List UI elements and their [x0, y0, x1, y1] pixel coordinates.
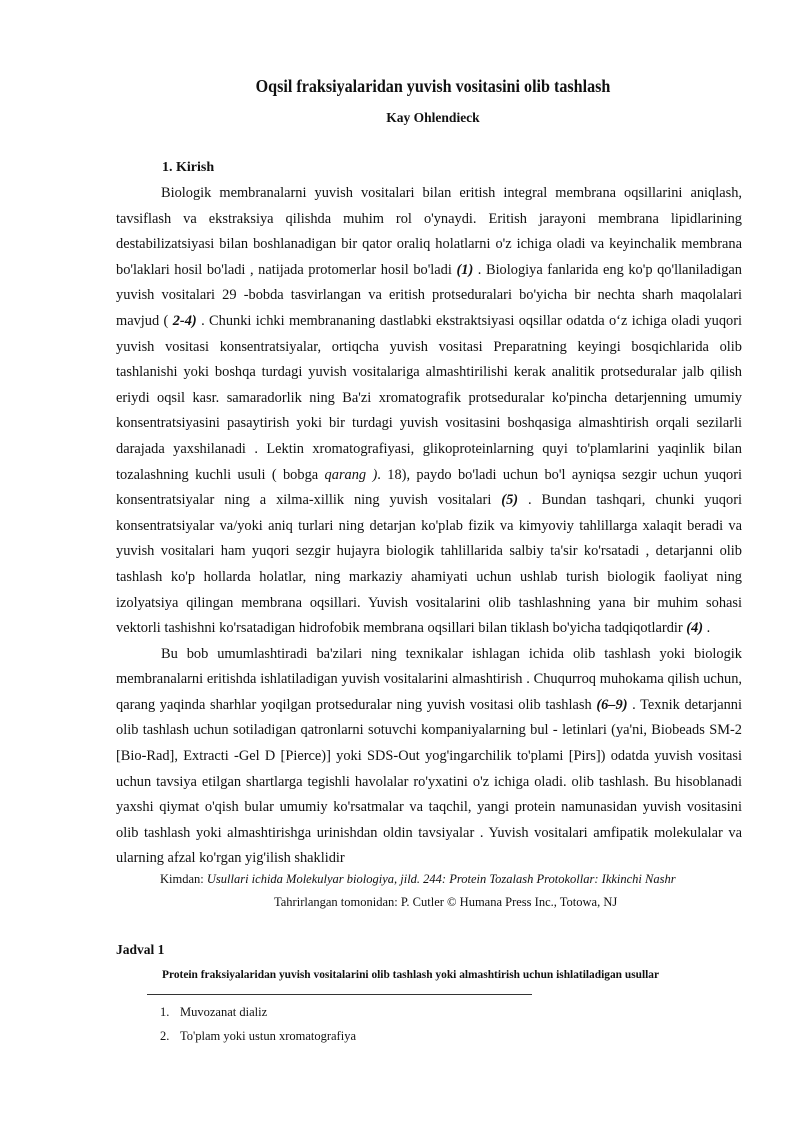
citation: (6–9) — [596, 696, 628, 713]
text-run: Biologik membranalarni yuvish vositalari bilan eritish integral membrana oqsillarini aniqlash, tavsiflash va ekstraksiya qilishda muhim rol o'ynaydi. Eritish jarayoni membrana lipidlarining destabilizatsiyasi bilan boshlanadigan bir qator oraliq holatlarni o'z ichiga oladi va keyinchalik membrana bo'laklari hosil bo'ladi , natijada protomerlar hosil bo'ladi — [116, 185, 742, 278]
editor-line: Tahrirlangan tomonidan: P. Cutler © Humana Press Inc., Totowa, NJ — [274, 895, 618, 909]
paragraph-chapter-summary — [116, 642, 742, 872]
citation: (1) — [456, 261, 474, 278]
citation: 2-4) — [172, 312, 197, 329]
item-number: 2. — [160, 1029, 170, 1043]
paragraph-introduction — [116, 181, 742, 642]
document-title: Oqsil fraksiyalaridan yuvish vositasini olib tashlash — [255, 76, 611, 96]
item-text: To'plam yoki ustun xromatografiya — [180, 1029, 356, 1043]
item-text: Muvozanat dializ — [180, 1005, 268, 1019]
table-rule — [147, 994, 532, 995]
text-run: . 18), paydo bo'ladi uchun bo'l ayniqsa sezgir uchun yuqori konsentratsiyalar ning a xilma-xillik ning yuvish vositalari — [116, 466, 743, 509]
source-line — [160, 872, 676, 887]
text-run: . Biologiya fanlarida eng ko'p qo'llaniladigan yuvish vositalari 29 -bobda tasvirlangan va eritish protseduralari bo'yicha bir nechta sharh maqolalari mavjud ( — [116, 261, 742, 329]
body-text — [116, 181, 742, 872]
citation: (4) — [686, 620, 704, 637]
table-title: Protein fraksiyalaridan yuvish vositalarini olib tashlash yoki almashtirish uchun ishlatiladigan usullar — [162, 967, 660, 981]
section-heading: 1. Kirish — [162, 160, 215, 175]
text-run: . Bundan tashqari, chunki yuqori konsentratsiyalar va/yoki aniq turlari ning detarjan ko'plab fizik va kimyoviy tahlillarga xalaqit beradi va yuvish vositalari ham yuqori sezgir hujayra biologik tahlillarida salbiy ta'sir ko'rsatadi , detarjanni olib tashlash ko'p hollarda holatlar, ning markaziy ahamiyati uchun ushlab turish biologik faoliyat ning izolyatsiya qilingan membrana oqsillari. Yuvish vositalarini olib tashlashning yana bir muhim sohasi vektorli tashishni ko'rsatadigan hidrofobik membrana oqsillari bilan tiklash bo'yicha tadqiqotlardir — [116, 492, 742, 637]
table-label: Jadval 1 — [116, 942, 165, 957]
text-run: . Chunki ichki membrananing dastlabki ekstraktsiyasi oqsillar odatda o‘z ichiga oladi yuqori yuvish vositasi konsentratsiyalar, ortiqcha yuvish vositasi Preparatning keyingi bosqichlarida olib tashlanishi yoki boshqa turdagi yuvish vositalariga almashtirilishi kerak analitik protseduralar jalb qilish eriydi oqsil kasr. samaradorlik ning Ba'zi xromatografik protseduralar ko'pincha detarjenning umumiy konsentratsiyasini pasaytirish yoki bir turdagi yuvish vositasini boshqasiga almashtirish orqali sezilarli darajada yaxshilanadi . Lektin xromatografiyasi, glikoproteinlarning quyi to'plamlarini yaqinlik bilan tozalashning kuchli usuli ( bobga — [116, 312, 742, 483]
text-run: . — [703, 620, 711, 637]
citation: (5) — [501, 492, 519, 509]
author-name: Kay Ohlendieck — [386, 110, 480, 125]
list-item — [160, 1005, 267, 1020]
text-run: . Texnik detarjanni olib tashlash uchun sotiladigan qatronlarni sotuvchi kompaniyalarning bul - letinlari (ya'ni, Biobeads SM-2 [Bio-Rad], Extracti -Gel D [Pierce)] yoki SDS-Out yog'ingarchilik to'plami [Pirs]) odatda yuvish vositasi uchun tavsiya etilgan shartlarga tegishli havolalar ro'yxatini o'z ichiga oladi. olib tashlash. Bu hisoblanadi yaxshi qiymat o'qish bular umumiy ko'rsatmalar va taqchil, yangi protein namunasidan yuvish vositasini olib tashlash yoki almashtirishga urinishdan oldin tavsiyalar . Yuvish vositalari amfipatik molekulalar va ularning afzal ko'rgan yig'ilish shaklidir — [116, 696, 742, 867]
item-number: 1. — [160, 1005, 170, 1019]
list-item — [160, 1029, 356, 1044]
text-run: Bu bob umumlashtiradi ba'zilari ning texnikalar ishlagan ichida olib tashlash yoki biologik membranalarni eritishda ishlatiladigan yuvish vositalarini almashtirish . Chuqurroq muhokama qilish uchun, qarang yaqinda sharhlar yoqilgan protseduralar ning yuvish vositasi olib tashlash — [116, 645, 742, 713]
italic-reference: qarang ) — [324, 466, 378, 483]
source-prefix: Kimdan: — [160, 872, 207, 886]
source-book-title: Usullari ichida Molekulyar biologiya, jild. 244: Protein Tozalash Protokollar: Ikkinchi Nashr — [206, 872, 676, 886]
